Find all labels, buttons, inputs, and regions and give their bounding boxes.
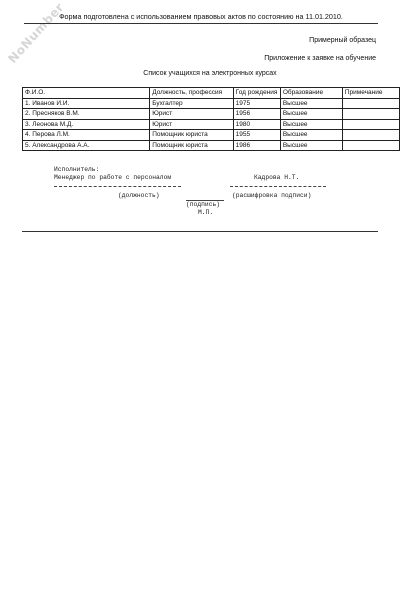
table-cell: 1955	[233, 130, 280, 141]
table-header-row	[23, 88, 400, 99]
executor-name: Кадрова Н.Т.	[254, 174, 300, 181]
decryption-caption: (расшифровка подписи)	[232, 192, 312, 199]
column-header: Год рождения	[233, 88, 280, 99]
table-cell: Высшее	[280, 98, 342, 109]
table-cell: Помощник юриста	[150, 140, 233, 151]
bottom-divider	[22, 231, 378, 232]
table-row	[23, 98, 400, 109]
document-title: Список учащихся на электронных курсах	[143, 70, 277, 77]
table-cell: 4. Перова Л.М.	[23, 130, 150, 141]
table-cell	[342, 109, 399, 120]
table-cell: Бухгалтер	[150, 98, 233, 109]
table-cell: Высшее	[280, 140, 342, 151]
table-cell: 2. Пресняков В.М.	[23, 109, 150, 120]
table-cell: Юрист	[150, 109, 233, 120]
table-cell: 1. Иванов И.И.	[23, 98, 150, 109]
watermark: NoNumber	[5, 0, 67, 66]
column-header: Ф.И.О.	[23, 88, 150, 99]
table-cell	[342, 119, 399, 130]
table-cell	[342, 140, 399, 151]
students-table	[22, 87, 400, 151]
position-caption: (должность)	[118, 192, 160, 199]
stamp-label: М.П.	[198, 209, 214, 216]
table-row	[23, 109, 400, 120]
executor-label: Исполнитель:	[54, 166, 100, 173]
table-cell: Юрист	[150, 119, 233, 130]
table-cell: 5. Александрова А.А.	[23, 140, 150, 151]
table-row	[23, 119, 400, 130]
table-cell	[342, 130, 399, 141]
attachment-label: Приложение к заявке на обучение	[264, 55, 376, 62]
column-header: Примечание	[342, 88, 399, 99]
table-cell: Высшее	[280, 119, 342, 130]
form-note: Форма подготовлена с использованием правовых актов по состоянию на 11.01.2010.	[24, 12, 378, 24]
table-cell: 1986	[233, 140, 280, 151]
column-header: Образование	[280, 88, 342, 99]
table-cell: 1975	[233, 98, 280, 109]
column-header: Должность, профессия	[150, 88, 233, 99]
executor-position: Менеджер по работе с персоналом	[54, 174, 172, 181]
decryption-line	[230, 186, 326, 187]
table-row	[23, 130, 400, 141]
sample-label: Примерный образец	[309, 37, 376, 44]
table-cell: Высшее	[280, 130, 342, 141]
table-cell: Высшее	[280, 109, 342, 120]
table-cell: 1980	[233, 119, 280, 130]
table-cell: 1956	[233, 109, 280, 120]
position-line	[54, 186, 181, 187]
table-row	[23, 140, 400, 151]
table-cell	[342, 98, 399, 109]
table-cell: Помощник юриста	[150, 130, 233, 141]
table-cell: 3. Леонова М.Д.	[23, 119, 150, 130]
signature-caption: (подпись)	[186, 201, 221, 208]
